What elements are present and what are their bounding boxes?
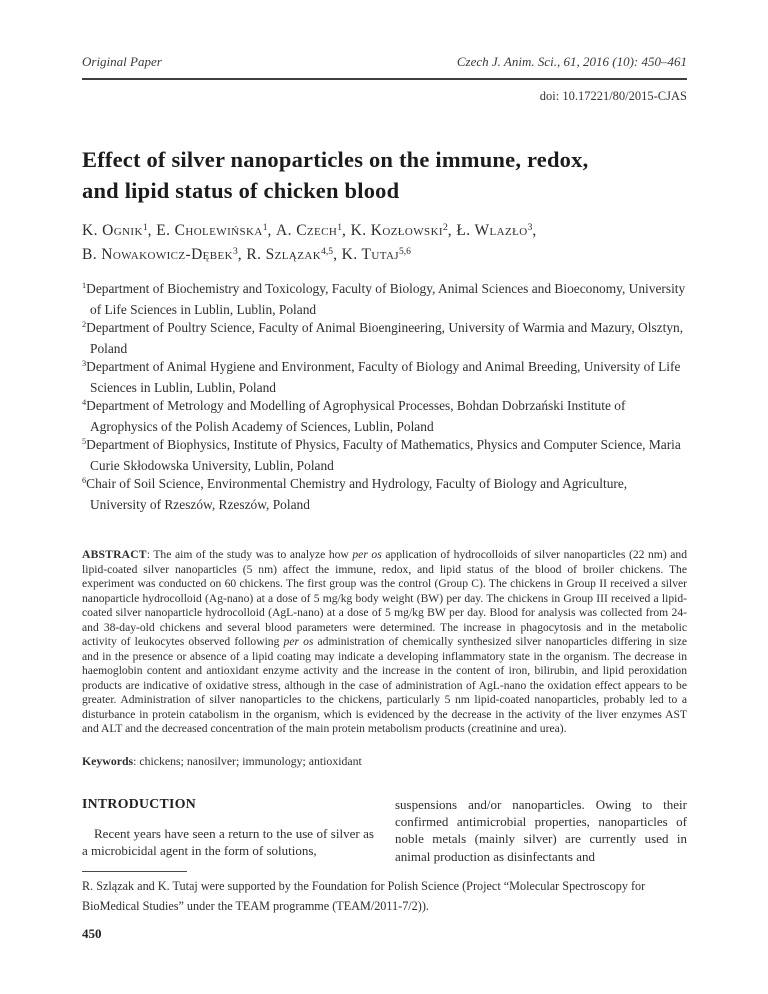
affiliation-item: $^4$Department of Metrology and Modelling of Agrophysical Processes, Bohdan Dobrzański Institute of Agrophysics of the Polish Academy of Sciences, Lublin, Poland <box>82 398 626 434</box>
affiliation-item: $^5$Department of Biophysics, Institute of Physics, Faculty of Mathematics, Physics and Computer Science, Maria Curie Skłodowska University, Lublin, Poland <box>82 437 681 473</box>
author: B. Nowakowicz-Dębek$^3$, <box>82 245 247 263</box>
paper-title <box>82 144 687 206</box>
author: A. Czech$^1$, <box>276 221 351 239</box>
author: K. Ognik$^1$, <box>82 221 157 239</box>
affiliation-item: $^2$Department of Poultry Science, Faculty of Animal Bioengineering, University of Warmia and Mazury, Olsztyn, Poland <box>82 320 684 356</box>
paper-category-label: Original Paper <box>82 54 162 69</box>
paper-title-line-2: and lipid status of chicken blood <box>82 178 400 203</box>
footnote-divider <box>82 871 187 872</box>
introduction-text-right: suspensions and/or nanoparticles. Owing to their confirmed antimicrobial properties, nanoparticles of noble metals (mainly silver) are currently used in animal production as disinfectants and <box>395 796 687 864</box>
affiliation-item: $^1$Department of Biochemistry and Toxicology, Faculty of Biology, Animal Sciences and Bioeconomy, University of Life Sciences in Lublin, Lublin, Poland <box>82 281 686 317</box>
abstract-paragraph: ABSTRACT: The aim of the study was to analyze how per os application of hydrocolloids of silver nanoparticles (22 nm) and lipid-coated silver nanoparticles (5 nm) affect the immune, redox, and lipid status of the blood of broiler chickens. The experiment was conducted on 60 chickens. The first group was the control (Group C). The chickens in Group II received a silver nanoparticle hydrocolloid (Ag-nano) at a dose of 5 mg/kg body weight (BW) per day. The chickens in Group III received a lipid-coated silver nanoparticle hydrocolloid (AgL-nano) at a dose of 5 mg/kg BW per day. Blood for analysis was collected from 24- and 38-day-old chickens and several blood parameters were determined. The increase in phagocytosis and in the metabolic activity of leukocytes observed following per os administration of chemically synthesized silver nanoparticles differing in size and in the presence or absence of a lipid coating may indicate a developing inflammatory state in the organism. The decrease in haemoglobin content and antioxidant enzyme activity and the increase in the content of iron, bilirubin, and lipid peroxidation products are indicative of oxidative stress, although in the case of administration of AgL-nano the oxidation effect appears to be greater. Administration of silver nanoparticles to the chickens, particularly 5 nm lipid-coated nanoparticles, probably led to a disturbance in protein catabolism in the organism, which is evidenced by the decrease in the activity of the liver enzymes AST and ALT and the decreased concentration of the main protein metabolism products (creatinine and urea). <box>82 548 688 735</box>
journal-citation: Czech J. Anim. Sci., 61, 2016 (10): 450–461 <box>456 54 687 69</box>
affiliation-item: $^6$Chair of Soil Science, Environmental Chemistry and Hydrology, Faculty of Biology and Agriculture, University of Rzeszów, Rzeszów, Poland <box>82 476 628 512</box>
author: Ł. Wlazło$^3$, <box>456 221 537 239</box>
per-os-italic: per os <box>283 635 314 648</box>
affiliations-list <box>82 280 687 514</box>
introduction-columns <box>82 796 687 866</box>
doi-label: doi: 10.17221/80/2015-CJAS <box>539 89 687 103</box>
author: R. Szlązak$^{4,5}$, <box>246 245 342 263</box>
introduction-text-left: Recent years have seen a return to the use of silver as a microbicidal agent in the form of solutions, <box>82 825 374 858</box>
page-number: 450 <box>82 926 102 942</box>
paper-title-line-1: Effect of silver nanoparticles on the immune, redox, <box>82 147 589 172</box>
authors-line-2 <box>82 244 687 268</box>
affiliation-item: $^3$Department of Animal Hygiene and Environment, Faculty of Biology and Animal Breeding, University of Life Sciences in Lublin, Lublin, Poland <box>82 359 681 395</box>
keywords-paragraph: Keywords: chickens; nanosilver; immunology; antioxidant <box>82 753 362 768</box>
author: K. Tutaj$^{5,6}$ <box>341 245 411 263</box>
authors-line-1 <box>82 220 687 244</box>
page-header <box>82 54 687 80</box>
footnote-text: R. Szlązak and K. Tutaj were supported by the Foundation for Polish Science (Project “Molecular Spectroscopy for BioMedical Studies” under the TEAM programme (TEAM/2011-7/2)). <box>82 879 646 913</box>
introduction-heading: INTRODUCTION <box>82 795 196 811</box>
introduction-column-left <box>82 796 374 866</box>
keywords-label: Keywords <box>82 753 134 768</box>
author: K. Kozłowski$^2$, <box>350 221 457 239</box>
per-os-italic: per os <box>352 548 382 561</box>
authors-list <box>82 220 687 268</box>
author: E. Cholewińska$^1$, <box>156 221 277 239</box>
introduction-column-right <box>395 796 687 866</box>
abstract-label: ABSTRACT <box>82 548 147 561</box>
